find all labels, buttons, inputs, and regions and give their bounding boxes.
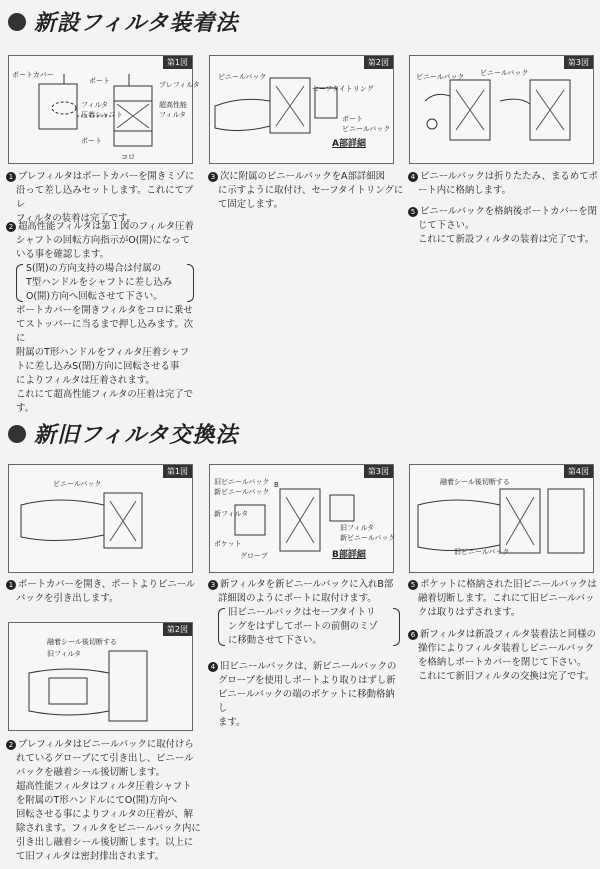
step-number-3: 3 [208,172,218,182]
bullet-icon [8,13,26,31]
label-seal-cut: 融着シール後切断する [440,478,510,486]
line: ます。 [218,717,246,728]
label-port-cover: ポートカバー [12,71,54,79]
label-vinyl-bag: ビニールバック [416,73,465,81]
line: ビニールバックの端のポケットに移動格納し [218,689,395,714]
line: 新フィルタは新設フィルタ装着法と同様の [420,629,596,640]
label-new-vinyl-bag: 新ビニールバック [214,488,270,496]
label-clamp-shaft: 圧着シャフト [81,111,123,119]
line: 次に附属のビニールバックをA部詳細図 [220,171,385,182]
line: に移動させて下さい。 [228,635,322,646]
step-number-1: 1 [6,172,16,182]
step-number-4: 4 [408,172,418,182]
s1-step4 [408,170,600,198]
detail-a-label: A部詳細 [332,139,366,149]
label-vinyl-bag: ビニールバック [53,480,102,488]
line: バックを引き出します。 [16,593,119,604]
line: ビニールバックは折りたたみ、まるめてポ [420,171,598,182]
label-roller: コロ [121,153,135,161]
step-number-3: 3 [208,580,218,590]
s2-step2 [6,738,202,864]
label-vinyl-bag: ビニールバック [218,73,267,81]
line: これにて新旧フィルタの交換は完了です。 [418,671,595,682]
line: グローブを使用しポートより取りはずし新 [218,675,396,686]
line: 操作によりフィルタ装着しビニールバック [418,643,595,654]
s1-step5 [408,205,600,247]
step-number-6: 6 [408,630,418,640]
label-filter: フィルタ [81,101,109,109]
figure-2-new-install [209,55,394,164]
label-seal-cut: 融着シール後切断する [47,638,117,646]
figure-2-exchange [8,622,193,731]
line: じて下さい。 [418,220,475,231]
label-port-2: ポート [81,137,102,145]
step-number-1: 1 [6,580,16,590]
line: て旧フィルタは密封排出されます。 [16,851,165,862]
line: 新フィルタを新ビニールバックに入れB部 [220,579,394,590]
line: ート内に格納します。 [418,185,511,196]
line: て固定します。 [218,199,283,210]
figure-tag: 第1図 [163,465,192,478]
s1-step2 [6,220,202,416]
figure-tag: 第3図 [564,56,593,69]
label-old-filter: 旧フィルタ [340,524,375,532]
label-port: ポート [89,77,110,85]
label-vinyl-bag-2: ビニールバック [480,69,529,77]
line: を格納しポートカバーを閉じて下さい。 [418,657,587,668]
line: T型ハンドルをシャフトに差し込み [26,277,173,288]
label-new-filter: 新フィルタ [214,510,249,518]
line: プレフィルタはビニールバックに取付けら [18,739,194,750]
s2-step3 [208,578,404,648]
line: 融着切断します。これにて旧ビニールバッ [418,593,595,604]
s1-step3 [208,170,404,212]
line: これにて超高性能フィルタの圧着は完了です。 [16,389,193,414]
s2-step6 [408,628,600,684]
line: 旧ビニールバックはセーフタイトリ [228,607,376,618]
line: トに差し込みS(閉)方向に回転させる事 [16,361,180,372]
label-b: B [274,481,279,489]
figure-1-new-install [8,55,200,164]
label-new-vinyl-bag-2: 新ビニールバック [340,534,396,542]
line: フィルタの装着は完了です。 [16,213,136,224]
label-glove: グローブ [240,552,268,560]
figure-1-exchange [8,464,193,573]
label-old-vinyl-bag: 旧ビニールバック [214,478,270,486]
s2-step5 [408,578,600,620]
line: に示すように取付け、セーフタイトリングに [218,185,404,196]
s2-step4 [208,660,404,730]
label-old-vinyl-bag: 旧ビニールバック [454,548,510,556]
line: バックを融着シール後切断します。 [16,767,166,778]
label-old-filter: 旧フィルタ [47,650,82,658]
label-ultra-high: 超高性能 [159,101,187,109]
line: いる事を確認します。 [16,249,109,260]
s2-step1 [6,578,202,606]
figure-tag: 第1図 [163,56,192,69]
figure-tag: 第3図 [364,465,393,478]
step-number-2: 2 [6,222,16,232]
line: 回転させる事によりフィルタの圧着が、解 [16,809,193,820]
line: O(開)方向へ回転させて下さい。 [26,291,163,302]
line: これにて新設フィルタの装着は完了です。 [418,234,595,245]
line: ポケットに格納された旧ビニールバックは [420,579,597,590]
detail-b-label: B部詳細 [332,550,366,560]
step-number-5: 5 [408,207,418,217]
line: クは取りはずされます。 [418,607,521,618]
line: 旧ビニールバックは、新ビニールバックの [220,661,397,672]
line: プレフィルタはポートカバーを開きミゾに [18,171,195,182]
label-vinyl-bag-2: ビニールバック [342,125,391,133]
line: 引き出し融着シール後切断します。以上に [16,837,194,848]
step-number-2: 2 [6,740,16,750]
figure-3-exchange [209,464,394,573]
line: 超高性能フィルタは第１図のフィルタ圧着 [18,221,194,232]
line: 除されます。フィルタをビニールバック内に [16,823,201,834]
line: 超高性能フィルタはフィルタ圧着シャフト [16,781,192,792]
figure-tag: 第2図 [163,623,192,636]
line: ポートカバーを開き、ポートよりビニール [18,579,196,590]
step-number-5: 5 [408,580,418,590]
s1-step2-paren [12,262,186,304]
line: を附属のT形ハンドルにてO(開)方向へ [16,795,178,806]
line: シャフトの回転方向指示がO(開)になって [16,235,190,246]
s1-step1 [6,170,202,226]
line: ポートカバーを開きフィルタをコロに乗せ [16,305,193,316]
line: ングをはずしてポートの前側のミゾ [228,621,378,632]
bullet-icon [8,425,26,443]
label-port: ポート [342,115,363,123]
label-filter-2: フィルタ [159,111,187,119]
label-pocket: ポケット [214,540,242,548]
line: 附属のT形ハンドルをフィルタ圧着シャフ [16,347,190,358]
line: ビニールバックを格納後ポートカバーを閉 [420,206,597,217]
s2-step3-paren [214,606,392,648]
figure-4-exchange [409,464,594,573]
line: 沿って差し込みセットします。これにてプレ [16,185,194,210]
section-title-filter-exchange: 新旧フィルタ交換法 [8,418,238,449]
line: S(閉)の方向支持の場合は付属の [26,263,162,274]
figure-3-new-install [409,55,594,164]
label-pre-filter: プレフィルタ [159,81,200,89]
line: れているグローブにて引き出し、ビニール [16,753,194,764]
label-safe-tight-ring: セーフタイトリング [312,85,374,93]
section-title-new-install: 新設フィルタ装着法 [8,6,238,37]
figure-tag: 第2図 [364,56,393,69]
line: てストッパーに当るまで押し込みます。次に [16,319,194,344]
figure-tag: 第4図 [564,465,593,478]
step-number-4: 4 [208,662,218,672]
line: によりフィルタは圧着されます。 [16,375,155,386]
line: 詳細図のようにポートに取付けます。 [218,593,377,604]
